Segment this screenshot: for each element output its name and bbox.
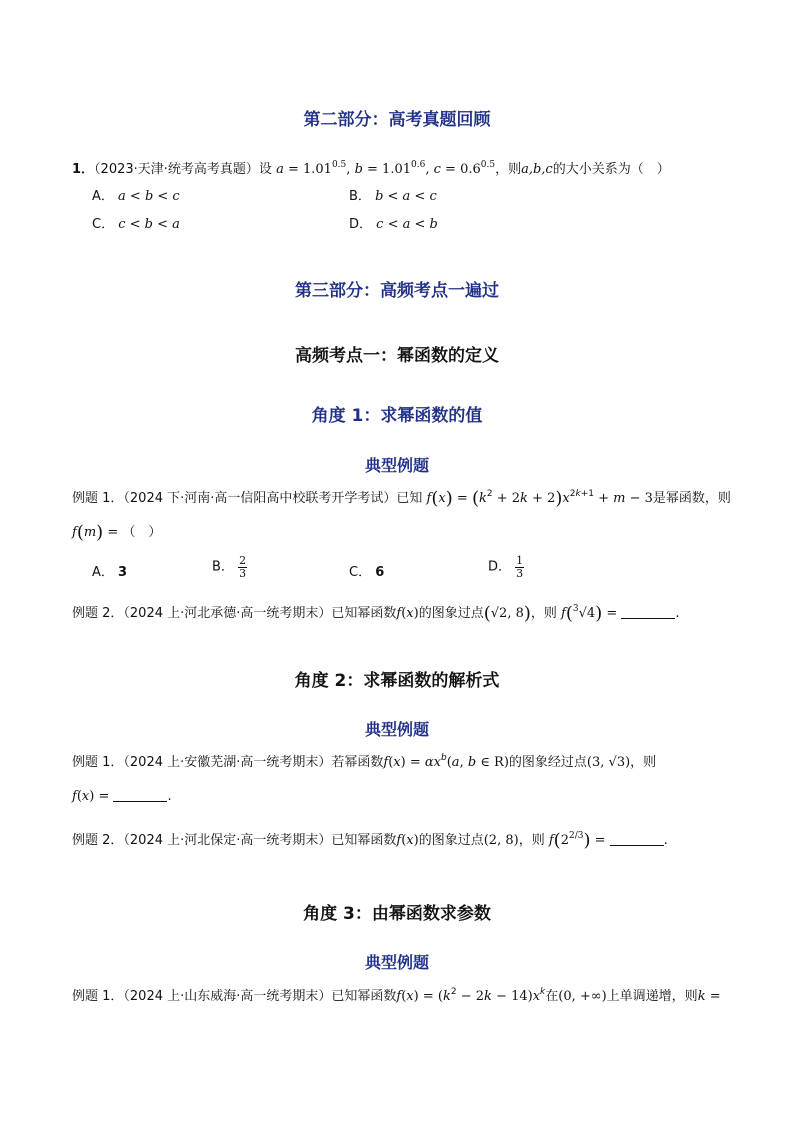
angle1-example1-stem-cont: f(m) = （ ） <box>72 522 162 543</box>
part2-title: 第二部分：高考真题回顾 <box>303 110 491 130</box>
angle2-title: 角度 2：求幂函数的解析式 <box>294 671 500 691</box>
answer-blank[interactable] <box>113 789 167 802</box>
angle2-example1-stem: 例题 1．（2024 上·安徽芜湖·高一统考期末）若幂函数$f(x) = \alpha x^b(a$, b ∈ R)的图象经过点(3, √3)，则 <box>72 753 657 770</box>
angle3-title: 角度 3：由幂函数求参数 <box>303 904 491 924</box>
option-d[interactable]: D． c < a < b <box>349 217 438 232</box>
answer-blank[interactable] <box>610 833 664 846</box>
angle2-example2-stem: 例题 2．（2024 上·河北保定·高一统考期末）已知幂函数f(x)的图象过点(2, 8)，则 $f(2^{2/3})$ = . <box>72 830 668 851</box>
angle1-example2-stem: 例题 2．（2024 上·河北承德·高一统考期末）已知幂函数f(x)的图象过点(√2, 8)，则 f($^3$√4) = . <box>72 603 680 624</box>
example-source: （2024 上·山东威海·高一统考期末） <box>123 989 332 1004</box>
option-c[interactable]: C． c < b < a <box>92 217 180 232</box>
example-source: （2024 上·河北保定·高一统考期末） <box>123 833 332 848</box>
angle2-examples-title: 典型例题 <box>364 720 429 739</box>
angle1-title: 角度 1：求幂函数的值 <box>311 406 483 426</box>
example-source: （2024 下·河南·高一信阳高中校联考开学考试） <box>123 491 397 506</box>
angle3-example1-stem: 例题 1．（2024 上·山东威海·高一统考期末）已知幂函数$f(x) = (k^2 - 2k - 14)x^k$在(0, +∞)上单调递增，则k = <box>72 987 721 1004</box>
example-source: （2024 上·河北承德·高一统考期末） <box>123 606 332 621</box>
option-a[interactable]: A． a < b < c <box>92 189 180 204</box>
point1-title: 高频考点一：幂函数的定义 <box>295 346 499 366</box>
part3-title: 第三部分：高频考点一遍过 <box>295 281 499 301</box>
angle2-example1-stem-cont: f(x) = . <box>72 789 172 804</box>
angle1-ex1-option-b[interactable]: B． $\frac{2}{3}$ <box>212 554 247 580</box>
angle1-ex1-option-a[interactable]: A． 3 <box>92 565 128 580</box>
option-b[interactable]: B． b < a < c <box>349 189 437 204</box>
angle1-ex1-option-d[interactable]: D． $\frac{1}{3}$ <box>488 554 524 580</box>
question-source: （2023·天津·统考高考真题） <box>94 162 259 177</box>
example-source: （2024 上·安徽芜湖·高一统考期末） <box>123 755 332 770</box>
math-expression: a <box>276 162 284 177</box>
angle1-examples-title: 典型例题 <box>364 456 429 475</box>
angle1-ex1-option-c[interactable]: C． 6 <box>349 565 385 580</box>
angle1-example1-stem: 例题 1．（2024 下·河南·高一信阳高中校联考开学考试）已知 $f(x) = (k^2 + 2k + 2)x^{2k+1} + m - 3$是幂函数，则 <box>72 488 731 509</box>
answer-blank[interactable] <box>621 606 675 619</box>
angle3-examples-title: 典型例题 <box>364 953 429 972</box>
question-1-stem: 1．（2023·天津·统考高考真题）设 $a = 1.01^{0.5}$, $b = 1.01^{0.6}$, $c = 0.6^{0.5}$，则a,b,c的大小关系为（ ） <box>72 160 670 177</box>
